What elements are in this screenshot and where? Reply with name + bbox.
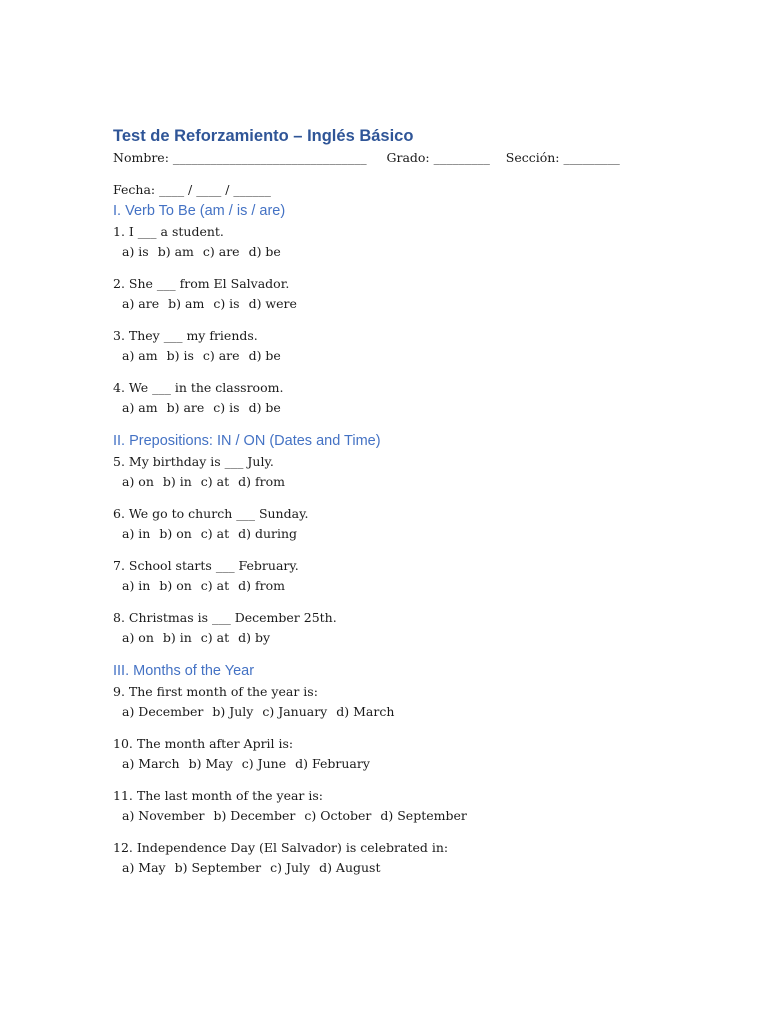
answer-option: a) on — [122, 630, 154, 645]
answer-option: c) are — [202, 244, 240, 259]
question-text: 1. I ___ a student. — [113, 224, 224, 239]
answer-option: c) July — [270, 860, 311, 875]
answer-option: c) is — [213, 296, 240, 311]
answer-option: a) in — [122, 578, 151, 593]
answer-option: a) March — [122, 756, 180, 771]
answer-option: d) during — [238, 526, 298, 541]
answer-option: a) November — [122, 808, 205, 823]
answer-option: b) am — [157, 244, 194, 259]
answer-option: b) am — [168, 296, 205, 311]
answer-options — [113, 858, 673, 878]
answer-options — [113, 294, 673, 314]
section-title: II. Prepositions: IN / ON (Dates and Time) — [113, 433, 381, 449]
answer-option: b) December — [213, 808, 296, 823]
answer-option: d) from — [238, 578, 285, 593]
answer-option: a) are — [122, 296, 160, 311]
section-2 — [113, 430, 673, 648]
answer-option: b) in — [162, 474, 192, 489]
answer-option: b) is — [166, 348, 194, 363]
question-item — [113, 682, 673, 722]
question-item — [113, 556, 673, 596]
answer-option: b) on — [159, 526, 192, 541]
answer-options — [113, 242, 673, 262]
answer-option: b) September — [174, 860, 262, 875]
question-item — [113, 734, 673, 774]
answer-option: c) are — [202, 348, 240, 363]
answer-option: d) from — [238, 474, 285, 489]
document-title: Test de Reforzamiento – Inglés Básico — [113, 127, 414, 145]
question-text: 9. The first month of the year is: — [113, 684, 318, 699]
answer-options — [113, 398, 673, 418]
student-info-line: Nombre: _______________________________ Grado: _________ Sección: _________ — [113, 150, 620, 165]
question-text: 2. She ___ from El Salvador. — [113, 276, 290, 291]
answer-option: c) January — [262, 704, 328, 719]
answer-options — [113, 576, 673, 596]
answer-option: b) May — [188, 756, 233, 771]
answer-option: c) October — [304, 808, 372, 823]
answer-option: d) by — [238, 630, 271, 645]
answer-option: a) on — [122, 474, 154, 489]
question-item — [113, 838, 673, 878]
question-item — [113, 274, 673, 314]
section-1 — [113, 200, 673, 418]
answer-option: b) July — [212, 704, 254, 719]
answer-option: a) December — [122, 704, 204, 719]
question-text: 4. We ___ in the classroom. — [113, 380, 284, 395]
question-text: 8. Christmas is ___ December 25th. — [113, 610, 337, 625]
answer-options — [113, 806, 673, 826]
answer-option: c) at — [200, 474, 230, 489]
answer-option: c) at — [200, 578, 230, 593]
question-item — [113, 452, 673, 492]
answer-option: c) is — [213, 400, 240, 415]
answer-option: a) is — [122, 244, 149, 259]
answer-option: d) be — [248, 400, 281, 415]
answer-option: c) at — [200, 526, 230, 541]
answer-option: a) May — [122, 860, 166, 875]
answer-option: b) are — [166, 400, 205, 415]
section-title: III. Months of the Year — [113, 663, 255, 679]
answer-option: d) February — [295, 756, 370, 771]
answer-options — [113, 346, 673, 366]
question-item — [113, 222, 673, 262]
question-text: 7. School starts ___ February. — [113, 558, 299, 573]
answer-option: a) am — [122, 400, 158, 415]
question-text: 11. The last month of the year is: — [113, 788, 324, 803]
answer-options — [113, 754, 673, 774]
section-title: I. Verb To Be (am / is / are) — [113, 203, 286, 219]
question-item — [113, 504, 673, 544]
question-text: 5. My birthday is ___ July. — [113, 454, 274, 469]
answer-option: d) September — [380, 808, 467, 823]
question-text: 6. We go to church ___ Sunday. — [113, 506, 309, 521]
answer-option: a) in — [122, 526, 151, 541]
question-item — [113, 608, 673, 648]
sections-container — [113, 200, 673, 878]
answer-options — [113, 524, 673, 544]
answer-option: c) at — [200, 630, 230, 645]
answer-option: d) March — [336, 704, 395, 719]
date-line: Fecha: ____ / ____ / ______ — [113, 182, 271, 197]
answer-option: d) were — [248, 296, 297, 311]
question-item — [113, 378, 673, 418]
question-item — [113, 786, 673, 826]
answer-options — [113, 628, 673, 648]
question-text: 3. They ___ my friends. — [113, 328, 258, 343]
answer-option: d) be — [248, 348, 281, 363]
answer-options — [113, 702, 673, 722]
answer-options — [113, 472, 673, 492]
answer-option: b) on — [159, 578, 192, 593]
document-page — [113, 124, 673, 890]
section-3 — [113, 660, 673, 878]
answer-option: a) am — [122, 348, 158, 363]
answer-option: b) in — [162, 630, 192, 645]
answer-option: d) be — [248, 244, 281, 259]
question-text: 10. The month after April is: — [113, 736, 294, 751]
answer-option: d) August — [319, 860, 381, 875]
question-item — [113, 326, 673, 366]
question-text: 12. Independence Day (El Salvador) is celebrated in: — [113, 840, 449, 855]
answer-option: c) June — [241, 756, 287, 771]
